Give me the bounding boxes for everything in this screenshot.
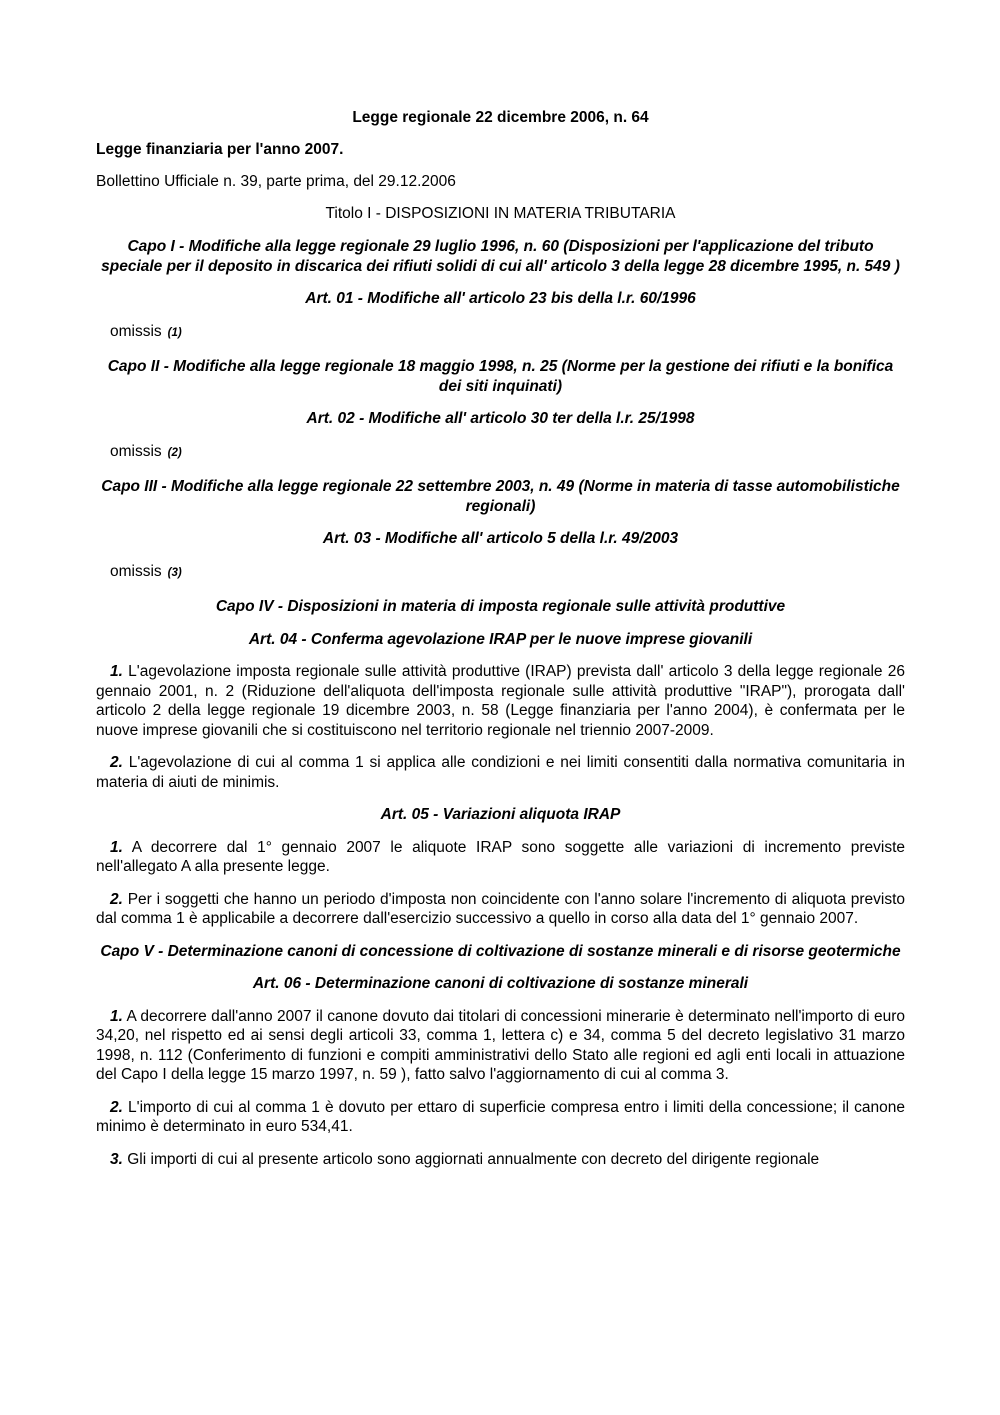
omissis-2 bbox=[110, 442, 905, 464]
law-subtitle: Legge finanziaria per l'anno 2007. bbox=[96, 140, 344, 158]
art-01-heading: Art. 01 - Modifiche all' articolo 23 bis della l.r. 60/1996 bbox=[305, 290, 696, 307]
omissis-text: omissis bbox=[110, 562, 162, 580]
capo-5-heading: Capo V - Determinazione canoni di concessione di coltivazione di sostanze minerali e di risorse geotermiche bbox=[100, 942, 901, 960]
comma-number: 1. bbox=[110, 1007, 123, 1025]
art-04-comma-1 bbox=[96, 662, 905, 740]
capo-1-heading: Capo I - Modifiche alla legge regionale 29 luglio 1996, n. 60 (Disposizioni per l'applicazione del tributo speciale per il deposito in discarica dei rifiuti solidi di cui all' articolo 3 della legge 28 dicembre 1995, n. 549 ) bbox=[101, 238, 900, 275]
art-02-heading: Art. 02 - Modifiche all' articolo 30 ter della l.r. 25/1998 bbox=[306, 410, 695, 427]
comma-number: 2. bbox=[110, 1098, 123, 1116]
comma-text: A decorrere dal 1° gennaio 2007 le aliquote IRAP sono soggette alle variazioni di incremento previste nell'allegato A alla presente legge. bbox=[96, 838, 905, 875]
art-05-heading: Art. 05 - Variazioni aliquota IRAP bbox=[380, 806, 621, 823]
comma-number: 3. bbox=[110, 1150, 123, 1168]
art-03-heading: Art. 03 - Modifiche all' articolo 5 della l.r. 49/2003 bbox=[322, 530, 679, 547]
comma-text: A decorrere dall'anno 2007 il canone dovuto dai titolari di concessioni minerarie è determinato nell'importo di euro 34,20, nel rispetto ed ai sensi degli articoli 33, comma 1, lettera c) e 34, comma 5 del decreto legislativo 31 marzo 1998, n. 112 (Conferimento di funzioni e compiti amministrativi dello Stato alle regioni ed agli enti locali in attuazione del Capo I della legge 15 marzo 1997, n. 59 ), fatto salvo l'aggiornamento di cui al comma 3. bbox=[96, 1007, 905, 1083]
comma-number: 2. bbox=[110, 754, 123, 771]
art-05-comma-1 bbox=[96, 838, 905, 877]
art-06-heading: Art. 06 - Determinazione canoni di coltivazione di sostanze minerali bbox=[252, 975, 749, 992]
comma-text: Gli importi di cui al presente articolo sono aggiornati annualmente con decreto del dirigente regionale bbox=[122, 1150, 820, 1168]
capo-3-heading: Capo III - Modifiche alla legge regionale 22 settembre 2003, n. 49 (Norme in materia di tasse automobilistiche regionali) bbox=[101, 478, 900, 515]
footnote-ref-3[interactable]: (3) bbox=[167, 566, 182, 579]
omissis-text: omissis bbox=[110, 322, 162, 340]
omissis-3 bbox=[110, 562, 905, 584]
comma-text: Per i soggetti che hanno un periodo d'imposta non coincidente con l'anno solare l'incremento di aliquota previsto dal comma 1 è applicabile a decorrere dall'esercizio successivo a quello in corso alla data del 1° gennaio 2007. bbox=[96, 890, 905, 927]
capo-4-heading: Capo IV - Disposizioni in materia di imposta regionale sulle attività produttive bbox=[215, 598, 786, 615]
omissis-text: omissis bbox=[110, 442, 162, 460]
comma-text: L'agevolazione imposta regionale sulle attività produttive (IRAP) prevista dall' articolo 3 della legge regionale 26 gennaio 2001, n. 2 (Riduzione dell'aliquota dell'imposta regionale sulle attività produttive "IRAP"), prorogata dall' articolo 2 della legge regionale 19 dicembre 2003, n. 58 (Legge finanziaria per l'anno 2004), è confermata per le nuove imprese giovanili che si costituiscono nel territorio regionale nel triennio 2007-2009. bbox=[96, 663, 905, 739]
comma-number: 2. bbox=[110, 890, 123, 908]
footnote-ref-2[interactable]: (2) bbox=[167, 446, 182, 459]
footnote-ref-1[interactable]: (1) bbox=[167, 326, 182, 339]
law-title: Legge regionale 22 dicembre 2006, n. 64 bbox=[352, 109, 649, 126]
art-06-comma-2 bbox=[96, 1098, 905, 1137]
art-06-comma-1 bbox=[96, 1007, 905, 1085]
art-04-heading: Art. 04 - Conferma agevolazione IRAP per le nuove imprese giovanili bbox=[248, 630, 753, 648]
comma-number: 1. bbox=[110, 838, 123, 856]
comma-number: 1. bbox=[110, 663, 123, 680]
omissis-1 bbox=[110, 322, 905, 344]
comma-text: L'importo di cui al comma 1 è dovuto per ettaro di superficie compresa entro i limiti della concessione; il canone minimo è determinato in euro 534,41. bbox=[96, 1098, 905, 1135]
art-04-comma-2 bbox=[96, 753, 905, 792]
art-06-comma-3 bbox=[96, 1150, 905, 1170]
titolo-heading: Titolo I - DISPOSIZIONI IN MATERIA TRIBUTARIA bbox=[325, 204, 676, 222]
capo-2-heading: Capo II - Modifiche alla legge regionale 18 maggio 1998, n. 25 (Norme per la gestione dei rifiuti e la bonifica dei siti inquinati) bbox=[107, 358, 894, 395]
bollettino-reference: Bollettino Ufficiale n. 39, parte prima, del 29.12.2006 bbox=[96, 173, 456, 190]
document-page bbox=[96, 108, 905, 1182]
art-05-comma-2 bbox=[96, 890, 905, 929]
comma-text: L'agevolazione di cui al comma 1 si applica alle condizioni e nei limiti consentiti dalla normativa comunitaria in materia di aiuti de minimis. bbox=[96, 754, 905, 791]
